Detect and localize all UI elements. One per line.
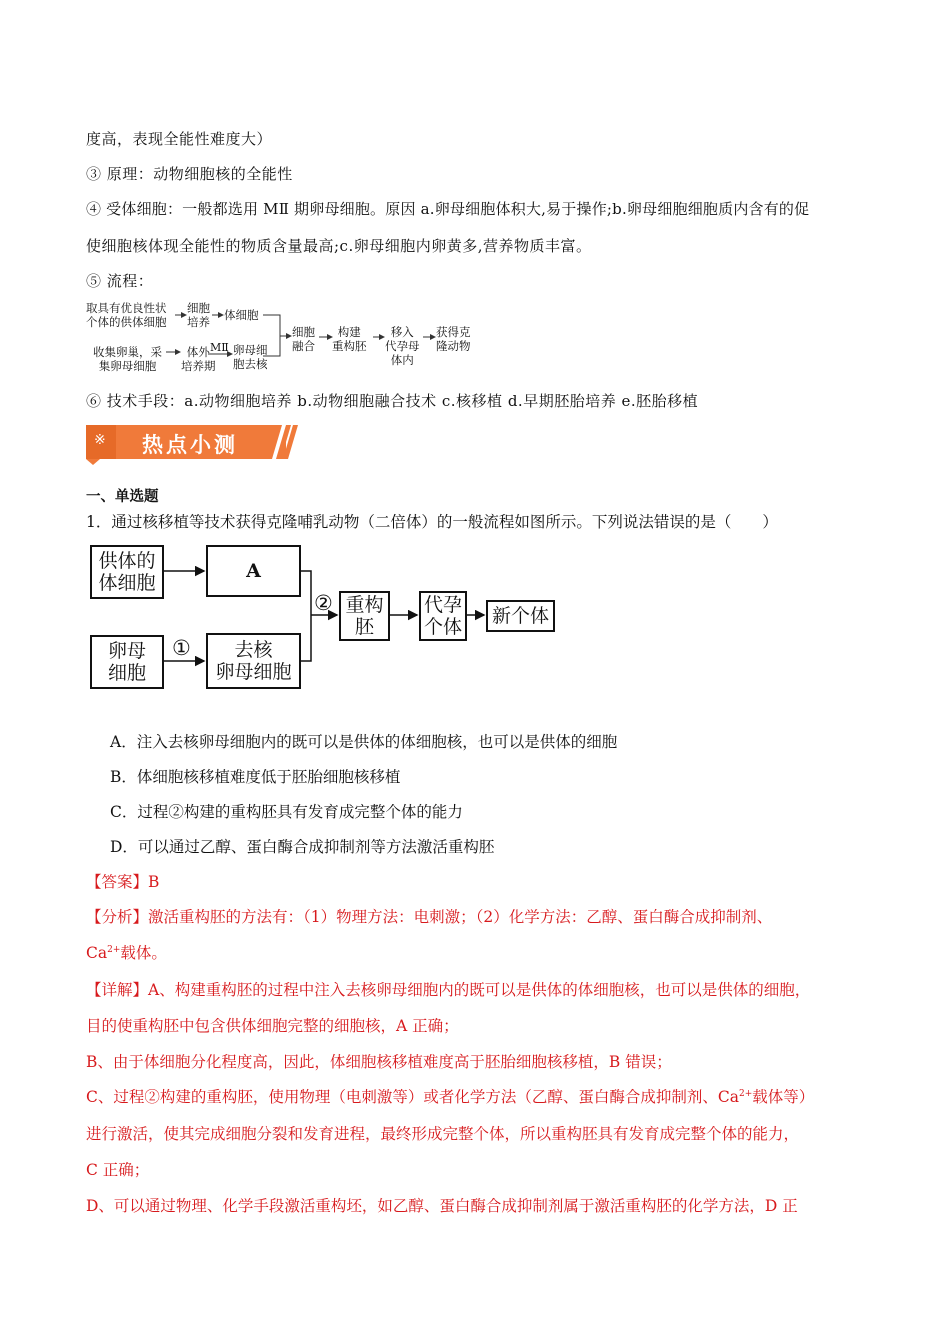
box-label: 体细胞 <box>98 572 156 594</box>
detail-line: 目的使重构胚中包含供体细胞完整的细胞核，A 正确； <box>86 1017 459 1035</box>
flow-label: 胞去核 <box>233 357 268 371</box>
box-label: 卵母细胞 <box>215 661 292 683</box>
text-line: ④ 受体细胞：一般都选用 MⅡ 期卵母细胞。原因 a.卵母细胞体积大,易于操作;b.卵母细胞细胞质内含有的促 <box>86 200 810 218</box>
flow-node-culture <box>187 301 210 329</box>
analysis-text: Ca <box>86 944 108 962</box>
flow-node-clone <box>436 325 471 353</box>
flow-label: 构建 <box>337 325 361 339</box>
flow-label: 培养期 <box>181 359 216 373</box>
text-line: ③ 原理：动物细胞核的全能性 <box>86 165 293 183</box>
flow-node-somatic: 体细胞 <box>224 308 259 322</box>
text-line: 度高，表现全能性难度大） <box>86 130 273 148</box>
box-label: 个体 <box>423 616 462 638</box>
box-label: 供体的 <box>98 550 156 572</box>
box-enucleated-oocyte <box>206 633 301 689</box>
text-line: ⑥ 技术手段：a.动物细胞培养 b.动物细胞融合技术 c.核移植 d.早期胚胎培养 e.胚胎移植 <box>86 392 699 410</box>
box-label: 代孕 <box>423 594 462 616</box>
flow-label: 取具有优良性状 <box>86 301 167 315</box>
flow-node-collect <box>93 345 162 373</box>
flow-node-enucleate <box>233 343 268 371</box>
text-line: 使细胞核体现全能性的物质含量最高;c.卵母细胞内卵黄多,营养物质丰富。 <box>86 237 592 255</box>
detail-line <box>86 1085 814 1107</box>
flow-label: 细胞 <box>187 301 210 315</box>
superscript: 2+ <box>107 944 121 955</box>
banner-symbol-icon: ※ <box>94 432 106 448</box>
detail-line: 【详解】A、构建重构胚的过程中注入去核卵母细胞内的既可以是供体的体细胞核，也可以是供体的细胞， <box>86 981 811 999</box>
flow-label: 细胞 <box>292 325 315 339</box>
flow-label: 体内 <box>390 353 414 367</box>
question-stem: 1．通过核移植等技术获得克隆哺乳动物（二倍体）的一般流程如图所示。下列说法错误的是（ ） <box>86 513 778 531</box>
box-label: 重构 <box>345 594 384 616</box>
box-new-individual: 新个体 <box>486 600 555 632</box>
flow-label: 移入 <box>390 325 414 339</box>
box-label: 卵母 <box>107 640 146 662</box>
flow-label: 重构胚 <box>332 339 367 353</box>
flow-label: 代孕母 <box>385 339 420 353</box>
flow-label: 个体的供体细胞 <box>86 315 167 329</box>
step-1-label: ① <box>172 636 191 660</box>
flow-label: 隆动物 <box>436 339 471 353</box>
superscript: 2+ <box>738 1088 753 1099</box>
box-label: 细胞 <box>107 662 146 684</box>
detail-text: C、过程②构建的重构胚，使用物理（电刺激等）或者化学方法（乙醇、蛋白酶合成抑制剂、Ca <box>86 1088 739 1106</box>
analysis-line <box>86 941 167 963</box>
analysis-line: 【分析】激活重构胚的方法有：（1）物理方法：电刺激；（2）化学方法：乙醇、蛋白酶合成抑制剂、 <box>86 908 773 926</box>
option-b: B．体细胞核移植难度低于胚胎细胞核移植 <box>110 768 401 786</box>
box-surrogate <box>419 591 467 641</box>
detail-text: 载体等） <box>752 1088 815 1106</box>
flow-node-fusion <box>292 325 315 353</box>
answer: 【答案】B <box>86 873 160 891</box>
box-label: 胚 <box>354 616 374 638</box>
flow-label: 培养 <box>187 315 210 329</box>
step-2-label: ② <box>314 591 333 615</box>
flow-label: 体外 <box>186 345 210 359</box>
text-line: ⑤ 流程： <box>86 272 154 290</box>
flow-label: 卵母细 <box>233 343 268 357</box>
banner-title: 热点小测 <box>142 433 238 457</box>
flow-node-donor <box>86 301 167 329</box>
flow-label: 获得克 <box>436 325 471 339</box>
box-reconstructed-embryo <box>339 591 390 641</box>
flow-label: 集卵母细胞 <box>98 359 157 373</box>
option-a: A．注入去核卵母细胞内的既可以是供体的体细胞核，也可以是供体的细胞 <box>110 733 618 751</box>
box-donor-somatic-cell <box>90 545 164 599</box>
flow-node-reconstruct <box>332 325 367 353</box>
flow-label: 融合 <box>292 339 315 353</box>
box-label: 去核 <box>234 639 273 661</box>
analysis-text: 载体。 <box>120 944 167 962</box>
detail-line: C 正确； <box>86 1161 150 1179</box>
detail-line: D、可以通过物理、化学手段激活重构坯，如乙醇、蛋白酶合成抑制剂属于激活重构胚的化学方法，D 正 <box>86 1197 798 1215</box>
flow-label: 收集卵巢，采 <box>93 345 162 359</box>
box-oocyte <box>90 635 164 689</box>
option-d: D．可以通过乙醇、蛋白酶合成抑制剂等方法激活重构胚 <box>110 838 495 856</box>
detail-line: B、由于体细胞分化程度高，因此，体细胞核移植难度高于胚胎细胞核移植，B 错误； <box>86 1053 672 1071</box>
box-a: A <box>206 545 301 597</box>
flow-node-transfer <box>385 325 420 367</box>
option-c: C．过程②构建的重构胚具有发育成完整个体的能力 <box>110 803 463 821</box>
detail-line: 进行激活，使其完成细胞分裂和发育进程，最终形成完整个体，所以重构胚具有发育成完整个体的能力， <box>86 1125 800 1143</box>
section-heading: 一、单选题 <box>86 489 159 505</box>
section-banner <box>86 423 301 463</box>
flow-node-m2: MⅡ <box>210 341 229 354</box>
